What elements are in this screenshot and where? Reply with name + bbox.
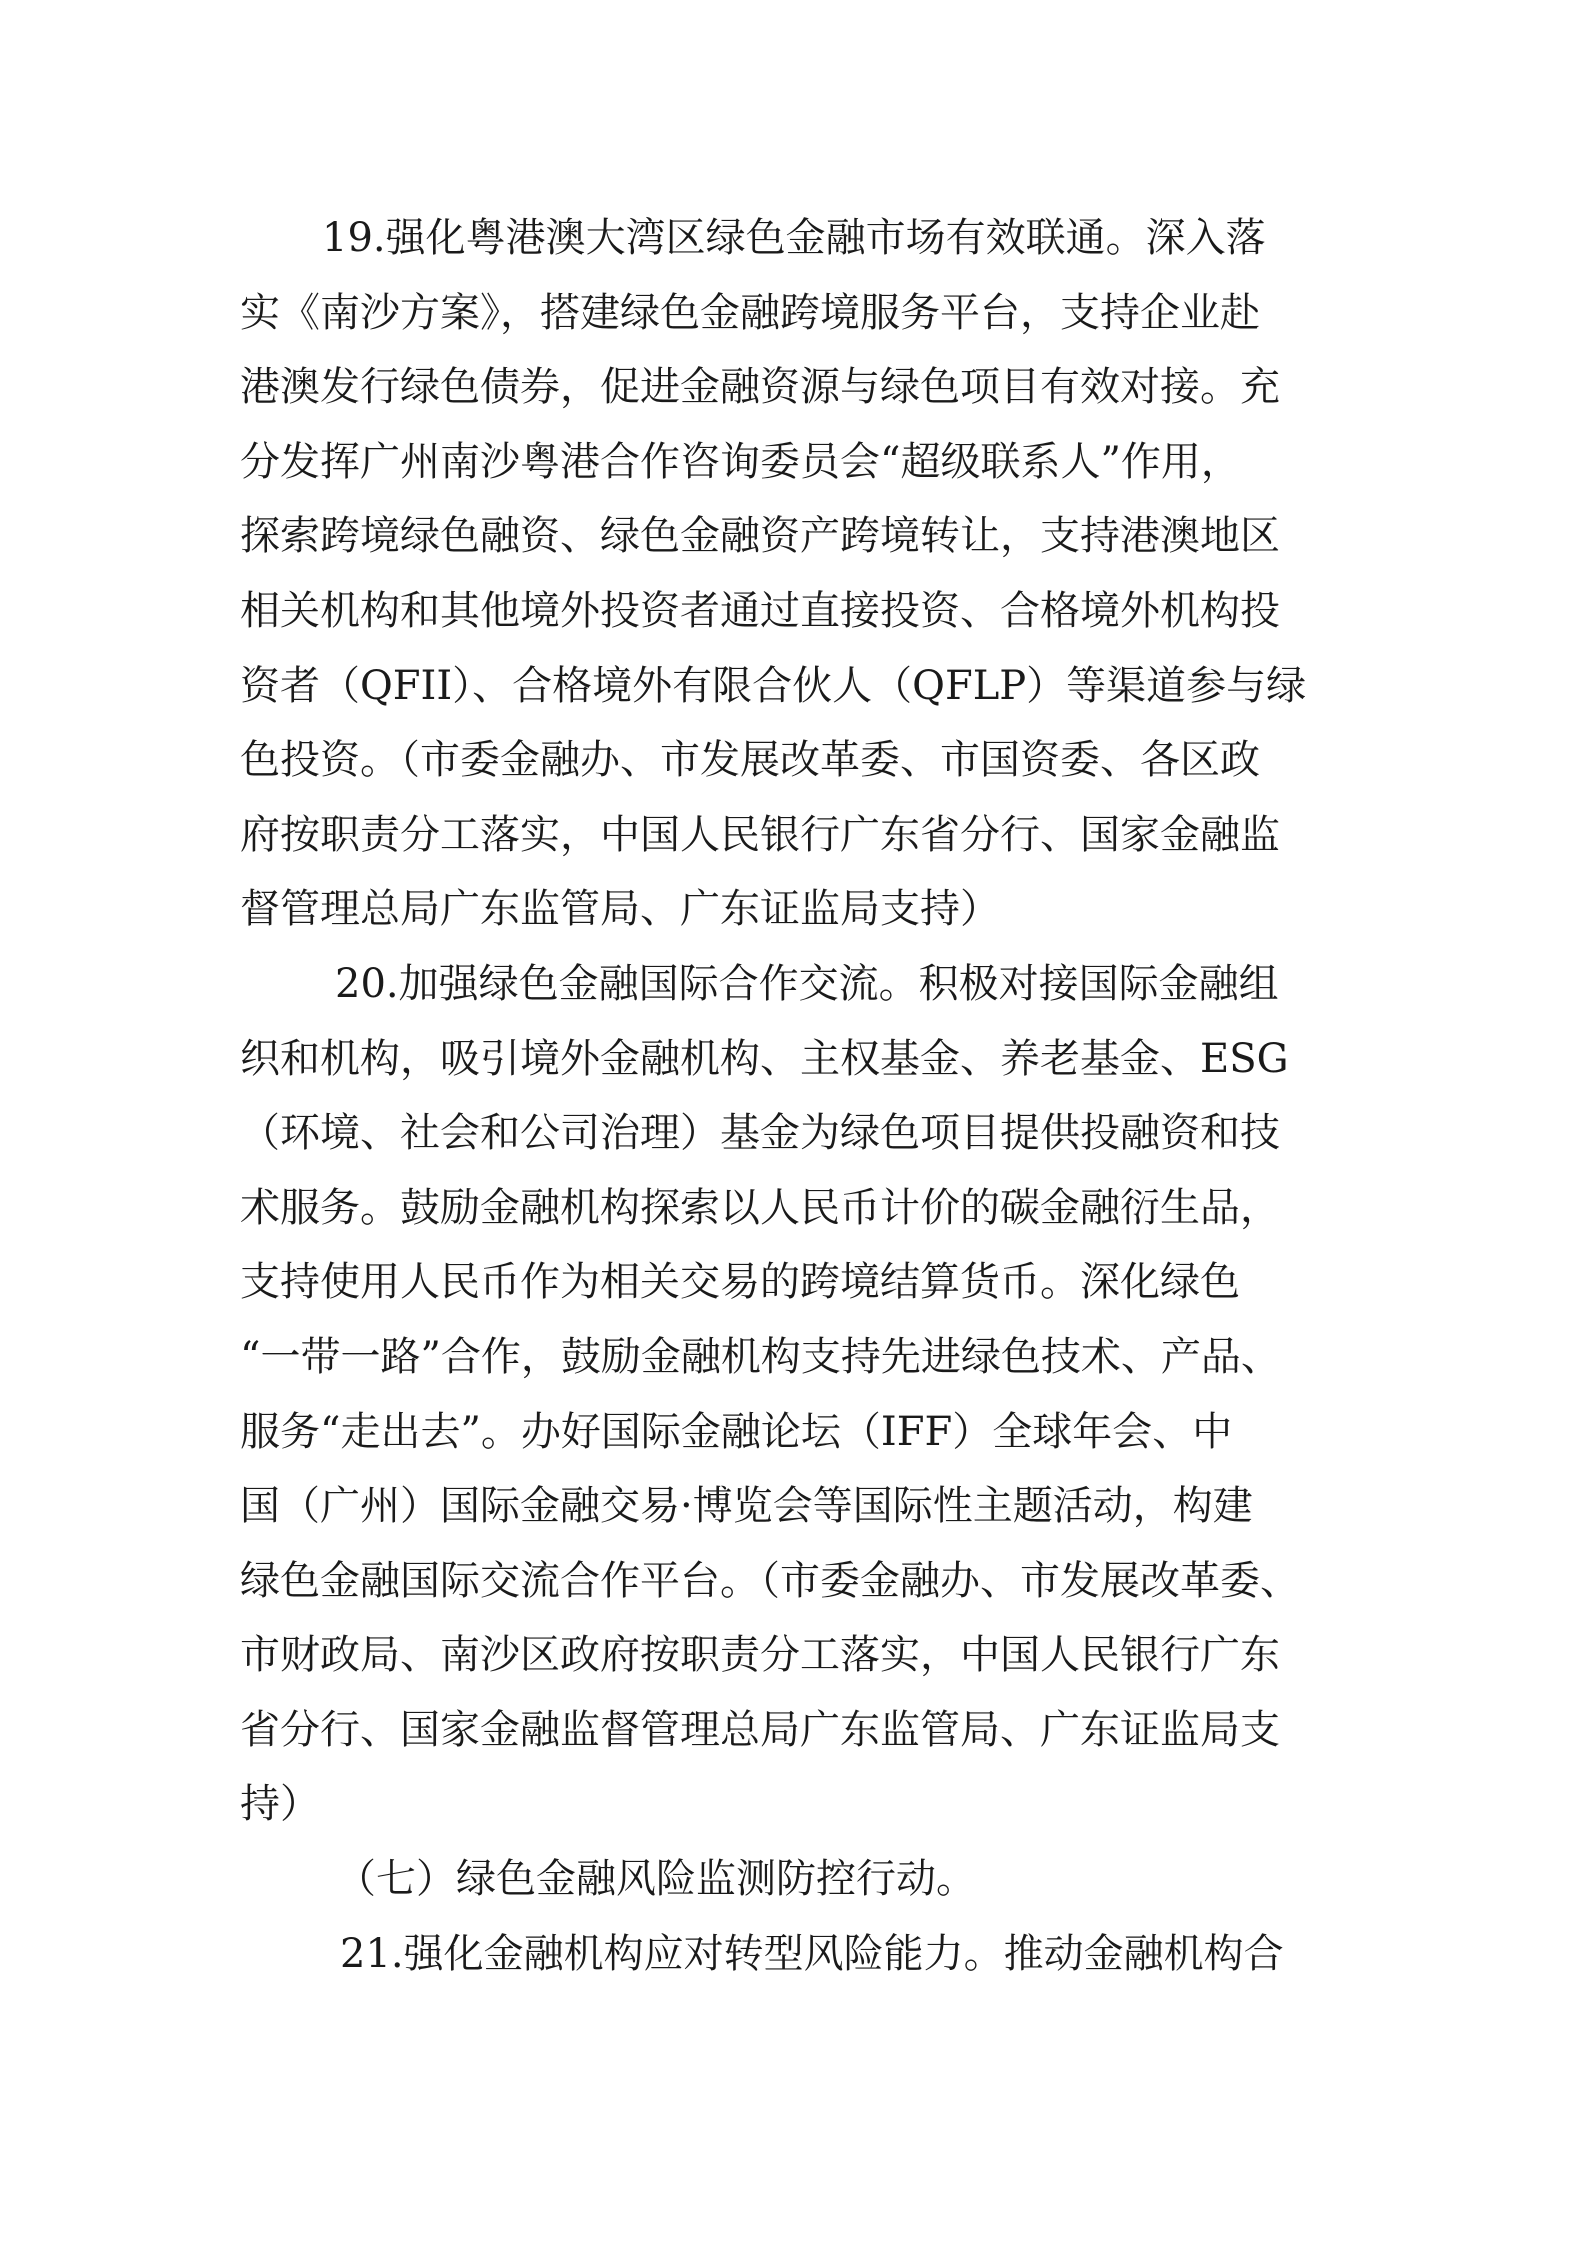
text-line: 资者（QFII）、合格境外有限合伙人（QFLP）等渠道参与绿: [240, 662, 1307, 709]
text-line: 服务“走出去”。办好国际金融论坛（IFF）全球年会、中: [240, 1408, 1233, 1455]
text-line: 20.加强绿色金融国际合作交流。积极对接国际金融组: [335, 960, 1279, 1007]
text-line: （环境、社会和公司治理）基金为绿色项目提供投融资和技: [240, 1110, 1280, 1157]
text-line: 术服务。鼓励金融机构探索以人民币计价的碳金融衍生品，: [240, 1184, 1280, 1231]
text-line: 支持使用人民币作为相关交易的跨境结算货币。深化绿色: [240, 1259, 1240, 1306]
text-line: 实《南沙方案》，搭建绿色金融跨境服务平台，支持企业赴: [240, 289, 1260, 336]
text-line: 19.强化粤港澳大湾区绿色金融市场有效联通。深入落: [322, 215, 1266, 261]
text-line: 省分行、国家金融监督管理总局广东监管局、广东证监局支: [240, 1706, 1280, 1753]
text-line: 港澳发行绿色债券，促进金融资源与绿色项目有效对接。充: [240, 364, 1280, 411]
text-line: “一带一路”合作，鼓励金融机构支持先进绿色技术、产品、: [240, 1333, 1281, 1380]
text-line: 督管理总局广东监管局、广东证监局支持）: [240, 886, 1000, 933]
text-line: 探索跨境绿色融资、绿色金融资产跨境转让，支持港澳地区: [240, 513, 1280, 560]
text-line: 持）: [240, 1781, 320, 1828]
paragraph-item-21: [240, 1917, 1360, 1992]
text-line: 府按职责分工落实，中国人民银行广东省分行、国家金融监: [240, 811, 1280, 858]
text-line: 色投资。（市委金融办、市发展改革委、市国资委、各区政: [240, 737, 1260, 784]
text-line: 相关机构和其他境外投资者通过直接投资、合格境外机构投: [240, 587, 1280, 634]
text-line: 国（广州）国际金融交易·博览会等国际性主题活动，构建: [240, 1483, 1253, 1530]
text-line: 绿色金融国际交流合作平台。（市委金融办、市发展改革委、: [240, 1557, 1300, 1604]
document-body: [240, 201, 1360, 1991]
section-heading: （七）绿色金融风险监测防控行动。: [336, 1856, 976, 1903]
paragraph-item-19: [240, 201, 1360, 947]
text-line: 市财政局、南沙区政府按职责分工落实，中国人民银行广东: [240, 1632, 1280, 1679]
section-heading-7: [240, 1842, 1360, 1917]
text-line: 分发挥广州南沙粤港合作咨询委员会“超级联系人”作用，: [240, 438, 1241, 485]
paragraph-item-20: [240, 947, 1360, 1842]
text-line: 织和机构，吸引境外金融机构、主权基金、养老基金、ESG: [240, 1035, 1289, 1082]
text-line: 21.强化金融机构应对转型风险能力。推动金融机构合: [340, 1930, 1284, 1977]
